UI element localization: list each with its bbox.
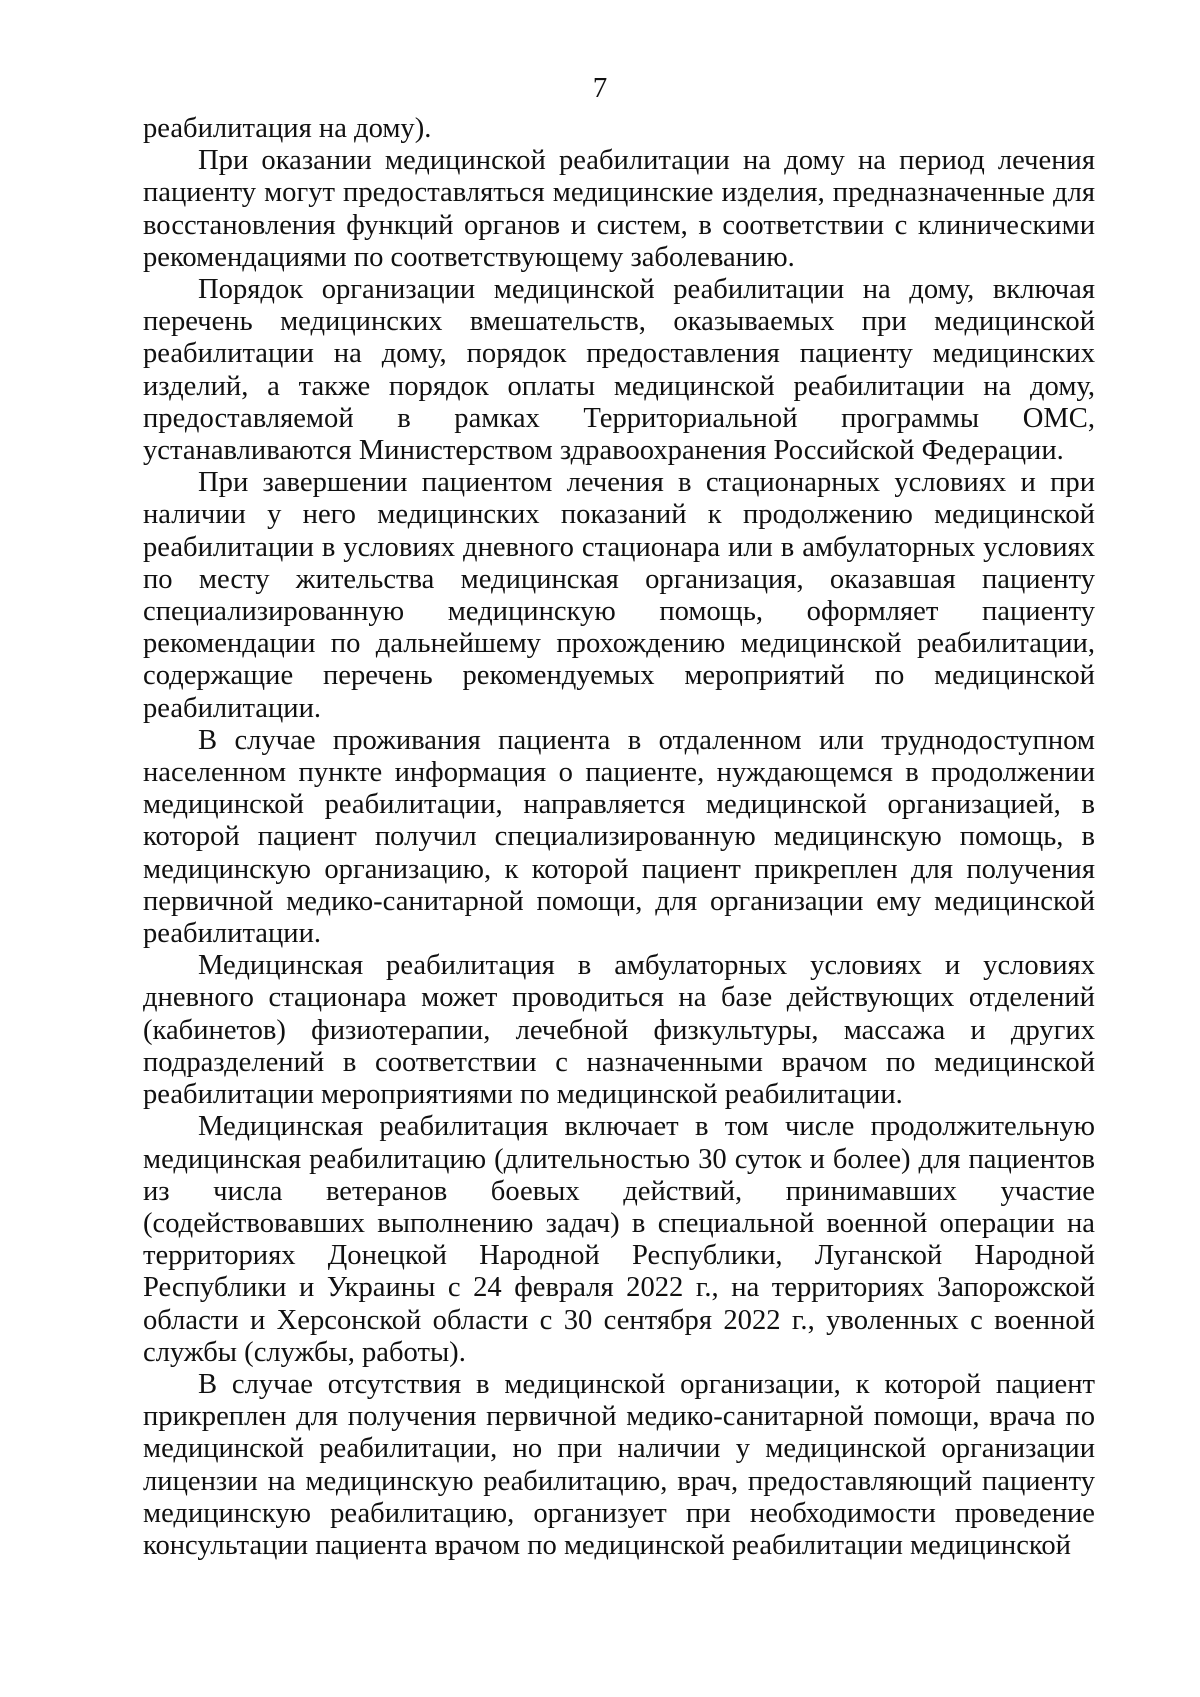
document-body [143, 113, 1095, 1562]
paragraph-medical-devices: При оказании медицинской реабилитации на дому на период лечения пациенту могут предоставляться медицинские изделия, предназначенные для восстановления функций органов и систем, в соответствии с клиническими рекомендациями по соответствующему заболеванию. [143, 145, 1095, 273]
paragraph-remote-residence: В случае проживания пациента в отдаленном или труднодоступном населенном пункте информация о пациенте, нуждающемся в продолжении медицинской реабилитации, направляется медицинской организацией, в которой пациент получил специализированную медицинскую помощь, в медицинскую организацию, к которой пациент прикреплен для получения первичной медико-санитарной помощи, для организации ему медицинской реабилитации. [143, 724, 1095, 950]
paragraph-home-rehab-procedure: Порядок организации медицинской реабилитации на дому, включая перечень медицинских вмешательств, оказываемых при медицинской реабилитации на дому, порядок предоставления пациенту медицинских изделий, а также порядок оплаты медицинской реабилитации на дому, предоставляемой в рамках Территориальной программы ОМС, устанавливаются Министерством здравоохранения Российской Федерации. [143, 274, 1095, 467]
paragraph-inpatient-completion: При завершении пациентом лечения в стационарных условиях и при наличии у него медицинских показаний к продолжению медицинской реабилитации в условиях дневного стационара или в амбулаторных условиях по месту жительства медицинская организация, оказавшая пациенту специализированную медицинскую помощь, оформляет пациенту рекомендации по дальнейшему прохождению медицинской реабилитации, содержащие перечень рекомендуемых мероприятий по медицинской реабилитации. [143, 467, 1095, 724]
paragraph-veterans-rehab: Медицинская реабилитация включает в том числе продолжительную медицинская реабилитацию (длительностью 30 суток и более) для пациентов из числа ветеранов боевых действий, принимавших участие (содействовавших выполнению задач) в специальной военной операции на территориях Донецкой Народной Республики, Луганской Народной Республики и Украины с 24 февраля 2022 г., на территориях Запорожской области и Херсонской области с 30 сентября 2022 г., уволенных с военной службы (службы, работы). [143, 1111, 1095, 1368]
paragraph-no-rehab-doctor: В случае отсутствия в медицинской организации, к которой пациент прикреплен для получения первичной медико-санитарной помощи, врача по медицинской реабилитации, но при наличии у медицинской организации лицензии на медицинскую реабилитацию, врач, предоставляющий пациенту медицинскую реабилитацию, организует при необходимости проведение консультации пациента врачом по медицинской реабилитации медицинской [143, 1368, 1095, 1561]
paragraph-continuation: реабилитация на дому). [143, 113, 432, 144]
page-number: 7 [592, 72, 608, 104]
paragraph-outpatient-rehab: Медицинская реабилитация в амбулаторных условиях и условиях дневного стационара может проводиться на базе действующих отделений (кабинетов) физиотерапии, лечебной физкультуры, массажа и других подразделений в соответствии с назначенными врачом по медицинской реабилитации мероприятиями по медицинской реабилитации. [143, 950, 1095, 1111]
